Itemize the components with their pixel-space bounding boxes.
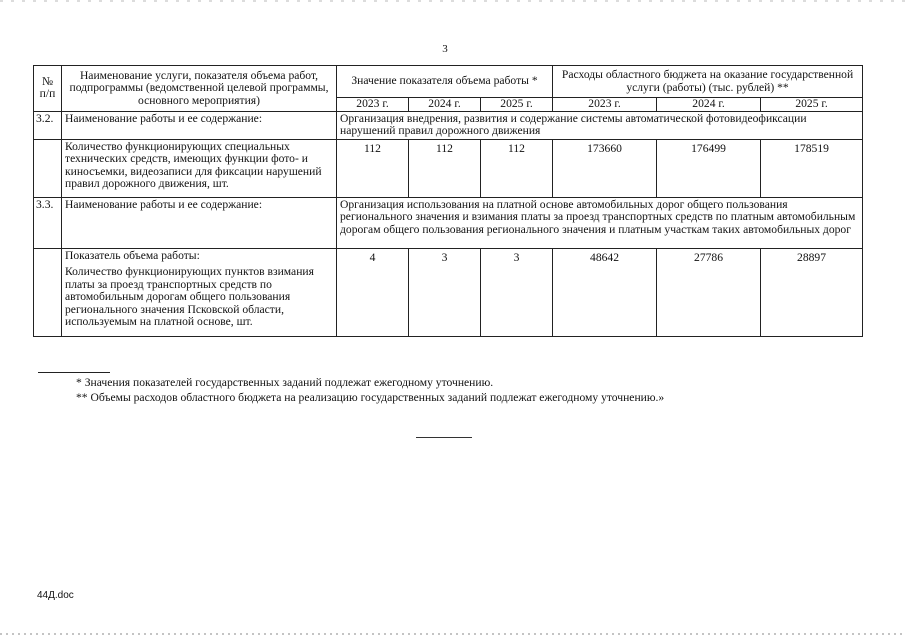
header-expense-year: 2025 г. — [761, 98, 863, 112]
expense-value: 176499 — [657, 139, 761, 197]
section-row — [34, 197, 863, 248]
indicator-num-cell — [34, 248, 62, 336]
indicator-name-prefix: Показатель объема работы: — [65, 248, 200, 262]
header-indicator-year: 2023 г. — [337, 98, 409, 112]
budget-table — [33, 65, 863, 337]
header-expense-group: Расходы областного бюджета на оказание государственной услуги (работы) (тыс. рублей) ** — [553, 66, 863, 98]
header-expense-year: 2024 г. — [657, 98, 761, 112]
expense-value: 173660 — [553, 139, 657, 197]
indicator-value: 3 — [481, 248, 553, 336]
section-number: 3.2. — [34, 111, 62, 139]
section-content: Организация использования на платной основе автомобильных дорог общего пользования регионального значения и взимания платы за проезд транспортных средств по платным автомобильным дорогам общего пользования регионального значения и платным участкам таких автомобильных дорог — [337, 197, 863, 248]
section-content: Организация внедрения, развития и содержание системы автоматической фотовидеофиксации нарушений правил дорожного движения — [337, 111, 863, 139]
expense-value: 27786 — [657, 248, 761, 336]
indicator-value: 112 — [409, 139, 481, 197]
section-number: 3.3. — [34, 197, 62, 248]
indicator-row — [34, 139, 863, 197]
indicator-value: 4 — [337, 248, 409, 336]
expense-value: 48642 — [553, 248, 657, 336]
indicator-value: 3 — [409, 248, 481, 336]
footnote-separator — [38, 372, 110, 373]
section-row — [34, 111, 863, 139]
indicator-num-cell — [34, 139, 62, 197]
indicator-name: Количество функционирующих пунктов взимания платы за проезд транспортных средств по автомобильным дорогам общего пользования регионального значения Псковской области, используемым на платной основе, шт. — [65, 265, 314, 328]
file-name-label: 44Д.doc — [37, 590, 74, 601]
header-indicator-year: 2024 г. — [409, 98, 481, 112]
footnote-indicator: * Значения показателей государственных заданий подлежат ежегодному уточнению. — [76, 376, 494, 389]
end-of-document-rule — [416, 437, 472, 438]
indicator-name: Количество функционирующих специальных технических средств, имеющих функции фото- и киносъемки, видеозаписи для фиксации нарушений правил дорожного движения, шт. — [62, 139, 337, 197]
section-label: Наименование работы и ее содержание: — [62, 197, 337, 248]
section-label: Наименование работы и ее содержание: — [62, 111, 337, 139]
expense-value: 28897 — [761, 248, 863, 336]
footnote-expenses: ** Объемы расходов областного бюджета на реализацию государственных заданий подлежат ежегодному уточнению.» — [76, 391, 665, 404]
expense-value: 178519 — [761, 139, 863, 197]
page-number: 3 — [442, 43, 448, 55]
indicator-name-cell — [62, 248, 337, 336]
header-num: № п/п — [34, 66, 62, 112]
indicator-value: 112 — [337, 139, 409, 197]
header-indicator-group: Значение показателя объема работы * — [337, 66, 553, 98]
header-expense-year: 2023 г. — [553, 98, 657, 112]
header-name: Наименование услуги, показателя объема работ, подпрограммы (ведомственной целевой программы, основного мероприятия) — [62, 66, 337, 112]
table-header-row — [34, 66, 863, 98]
indicator-row — [34, 248, 863, 336]
scan-noise-bottom — [0, 633, 905, 635]
header-indicator-year: 2025 г. — [481, 98, 553, 112]
scan-noise-top — [0, 0, 905, 2]
indicator-value: 112 — [481, 139, 553, 197]
